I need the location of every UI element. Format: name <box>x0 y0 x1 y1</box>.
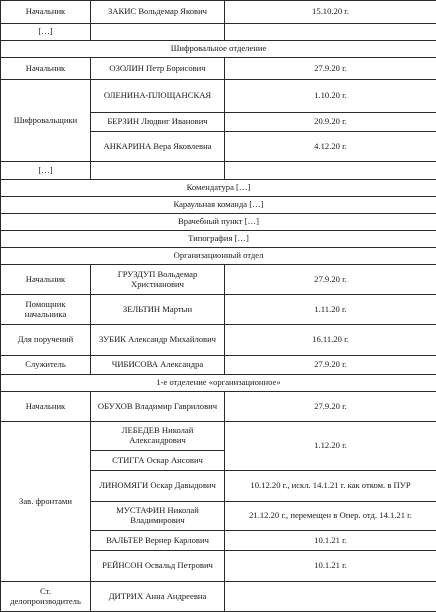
section-row <box>1 231 436 248</box>
role-cell: Начальник <box>1 265 91 295</box>
empty-cell <box>91 162 225 180</box>
table-row <box>1 24 436 41</box>
table-row <box>1 265 436 295</box>
table-row <box>1 1 436 24</box>
date-cell <box>225 582 436 612</box>
name-cell: ДИТРИХ Анна Андреевна <box>91 582 225 612</box>
role-cell: Ст. делопроизводитель <box>1 582 91 612</box>
section-heading: Врачебный пункт […] <box>1 214 436 231</box>
name-cell: ОБУХОВ Владимир Гаврилович <box>91 392 225 422</box>
section-heading: Организационный отдел <box>1 248 436 265</box>
table-row <box>1 356 436 375</box>
date-cell: 21.12.20 г., перемещен в Опер. отд. 14.1.21 г. <box>225 502 436 531</box>
name-cell: ОЛЕНИНА-ПЛОЩАНСКАЯ <box>91 80 225 113</box>
ellipsis-cell: […] <box>1 24 91 41</box>
name-cell: МУСТАФИН Николай Владимирович <box>91 502 225 531</box>
name-cell: ЗЕЛЬТИН Мартын <box>91 295 225 325</box>
role-cell: Служитель <box>1 356 91 375</box>
date-cell: 1.10.20 г. <box>225 80 436 113</box>
role-cell: Для поручений <box>1 325 91 356</box>
section-row <box>1 248 436 265</box>
table-row <box>1 582 436 612</box>
table-row <box>1 325 436 356</box>
role-cell: Помощник начальника <box>1 295 91 325</box>
section-row <box>1 375 436 392</box>
name-cell: РЕЙНСОН Освальд Петрович <box>91 551 225 582</box>
empty-cell <box>225 162 436 180</box>
section-heading: Шифровальное отделение <box>1 41 436 58</box>
date-cell: 1.12.20 г. <box>225 422 436 471</box>
date-cell: 4.12.20 г. <box>225 132 436 162</box>
name-cell: ЛИНОМЯГИ Оскар Давыдович <box>91 471 225 502</box>
date-cell: 10.1.21 г. <box>225 531 436 551</box>
section-row <box>1 180 436 197</box>
date-cell: 27.9.20 г. <box>225 265 436 295</box>
name-cell: ЗУБИК Александр Михайлович <box>91 325 225 356</box>
name-cell: АНКАРИНА Вера Яковлевна <box>91 132 225 162</box>
section-heading: Караульная команда […] <box>1 197 436 214</box>
section-heading: 1-е отделение «организационное» <box>1 375 436 392</box>
date-cell: 10.1.21 г. <box>225 551 436 582</box>
empty-cell <box>91 24 225 41</box>
ellipsis-cell: […] <box>1 162 91 180</box>
table-row <box>1 295 436 325</box>
role-cell: Шифровальщики <box>1 80 91 162</box>
section-heading: Комендатура […] <box>1 180 436 197</box>
section-row <box>1 41 436 58</box>
role-cell: Начальник <box>1 392 91 422</box>
name-cell: ЧИБИСОВА Александра <box>91 356 225 375</box>
name-cell: ВАЛЬТЕР Вернер Карлович <box>91 531 225 551</box>
date-cell: 10.12.20 г., искл. 14.1.21 г. как отком. в ПУР <box>225 471 436 502</box>
section-row <box>1 214 436 231</box>
date-cell: 27.9.20 г. <box>225 58 436 80</box>
name-cell: ГРУЗДУП Вольдемар Христианович <box>91 265 225 295</box>
table-row <box>1 58 436 80</box>
date-cell: 20.9.20 г. <box>225 113 436 132</box>
date-cell: 27.9.20 г. <box>225 356 436 375</box>
name-cell: ЗАКИС Вольдемар Якович <box>91 1 225 24</box>
date-cell: 15.10.20 г. <box>225 1 436 24</box>
role-cell: Начальник <box>1 1 91 24</box>
table-row <box>1 80 436 113</box>
date-cell: 16.11.20 г. <box>225 325 436 356</box>
section-heading: Типография […] <box>1 231 436 248</box>
date-cell: 27.9.20 г. <box>225 392 436 422</box>
table-row <box>1 392 436 422</box>
date-cell: 1.11.20 г. <box>225 295 436 325</box>
name-cell: ОЗОЛИН Петр Борисович <box>91 58 225 80</box>
name-cell: БЕРЗИН Людвиг Иванович <box>91 113 225 132</box>
name-cell: СТИГГА Оскар Ансович <box>91 451 225 471</box>
role-cell: Зав. фронтами <box>1 422 91 582</box>
table-row <box>1 162 436 180</box>
section-row <box>1 197 436 214</box>
empty-cell <box>225 24 436 41</box>
table-row <box>1 422 436 451</box>
role-cell: Начальник <box>1 58 91 80</box>
name-cell: ЛЕБЕДЕВ Николай Александрович <box>91 422 225 451</box>
